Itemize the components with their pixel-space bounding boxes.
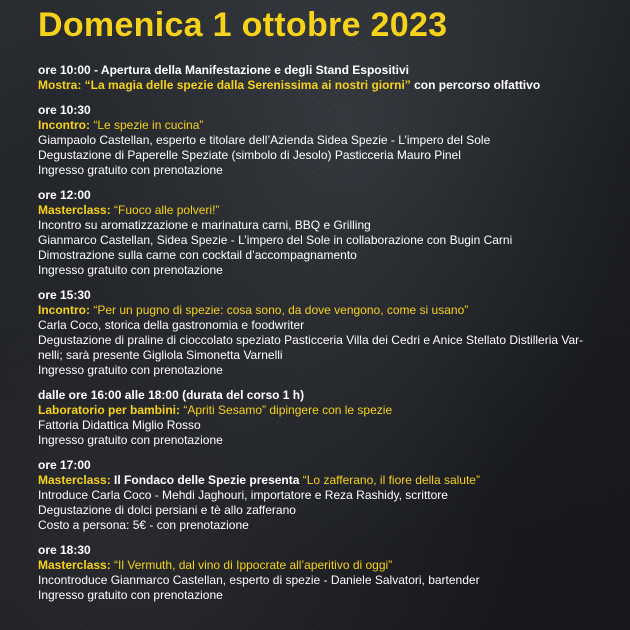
- event-program: [38, 63, 618, 613]
- event-detail: Degustazione di Paperelle Speziate (simbolo di Jesolo) Pasticceria Mauro Pinel: [38, 148, 461, 162]
- event-time: ore 10:00 - Apertura della Manifestazione e degli Stand Espositivi: [38, 63, 409, 77]
- event-time: ore 15:30: [38, 288, 91, 302]
- event-block: [38, 458, 618, 533]
- event-detail: Dimostrazione sulla carne con cocktail d’accompagnamento: [38, 248, 357, 262]
- event-detail: Ingresso gratuito con prenotazione: [38, 363, 223, 377]
- event-title: “Le spezie in cucina”: [93, 118, 204, 132]
- event-type: Incontro:: [38, 303, 94, 317]
- event-presenter: Il Fondaco delle Spezie presenta: [114, 473, 303, 487]
- event-title: “Per un pugno di spezie: cosa sono, da dove vengono, come si usano”: [93, 303, 469, 317]
- event-type: Masterclass:: [38, 558, 115, 572]
- event-type: Incontro:: [38, 118, 94, 132]
- event-block: [38, 63, 618, 93]
- event-detail: Ingresso gratuito con prenotazione: [38, 263, 223, 277]
- event-heading: [38, 118, 618, 133]
- event-block: [38, 188, 618, 278]
- event-title: “La magia delle spezie dalla Serenissima ai nostri giorni”: [84, 78, 411, 92]
- event-heading: [38, 303, 618, 318]
- event-block: [38, 388, 618, 448]
- event-title: “Apriti Sesamo” dipingere con le spezie: [183, 403, 393, 417]
- event-time: ore 17:00: [38, 458, 91, 472]
- event-time: dalle ore 16:00 alle 18:00 (durata del corso 1 h): [38, 388, 305, 402]
- event-type: Masterclass:: [38, 203, 115, 217]
- event-detail: Incontroduce Gianmarco Castellan, esperto di spezie - Daniele Salvatori, bartender: [38, 573, 480, 587]
- event-detail: Carla Coco, storica della gastronomia e foodwriter: [38, 318, 305, 332]
- event-block: [38, 288, 618, 378]
- event-detail: Ingresso gratuito con prenotazione: [38, 588, 223, 602]
- event-title: “Fuoco alle polveri!”: [114, 203, 220, 217]
- event-block: [38, 543, 618, 603]
- event-heading: [38, 473, 618, 488]
- event-title: “Lo zafferano, il fiore della salute”: [302, 473, 480, 487]
- event-detail: Ingresso gratuito con prenotazione: [38, 163, 223, 177]
- event-heading: [38, 78, 618, 93]
- event-detail: Gianmarco Castellan, Sidea Spezie - L’impero del Sole in collaborazione con Bugin Carni: [38, 233, 513, 247]
- event-detail: Degustazione di dolci persiani e tè allo zafferano: [38, 503, 296, 517]
- event-detail: Fattoria Didattica Miglio Rosso: [38, 418, 201, 432]
- event-time: ore 10:30: [38, 103, 91, 117]
- event-title: “Il Vermuth, dal vino di Ippocrate all’aperitivo di oggi”: [114, 558, 393, 572]
- event-detail: Incontro su aromatizzazione e marinatura carni, BBQ e Grilling: [38, 218, 371, 232]
- event-block: [38, 103, 618, 178]
- event-detail: nelli; sarà presente Gigliola Simonetta Varnelli: [38, 348, 283, 362]
- event-time: ore 12:00: [38, 188, 91, 202]
- page-title: Domenica 1 ottobre 2023: [38, 6, 448, 44]
- event-type: Mostra:: [38, 78, 85, 92]
- event-detail: Degustazione di praline di cioccolato speziato Pasticceria Villa dei Cedri e Anice Stellato Distilleria Var-: [38, 333, 584, 347]
- event-detail: Giampaolo Castellan, esperto e titolare dell’Azienda Sidea Spezie - L’impero del Sole: [38, 133, 491, 147]
- event-title-suffix: con percorso olfattivo: [410, 78, 541, 92]
- event-type: Masterclass:: [38, 473, 115, 487]
- event-detail: Introduce Carla Coco - Mehdi Jaghouri, importatore e Reza Rashidy, scrittore: [38, 488, 448, 502]
- event-heading: [38, 558, 618, 573]
- event-detail: Costo a persona: 5€ - con prenotazione: [38, 518, 249, 532]
- event-detail: Ingresso gratuito con prenotazione: [38, 433, 223, 447]
- event-heading: [38, 203, 618, 218]
- event-type: Laboratorio per bambini:: [38, 403, 184, 417]
- event-time: ore 18:30: [38, 543, 91, 557]
- event-heading: [38, 403, 618, 418]
